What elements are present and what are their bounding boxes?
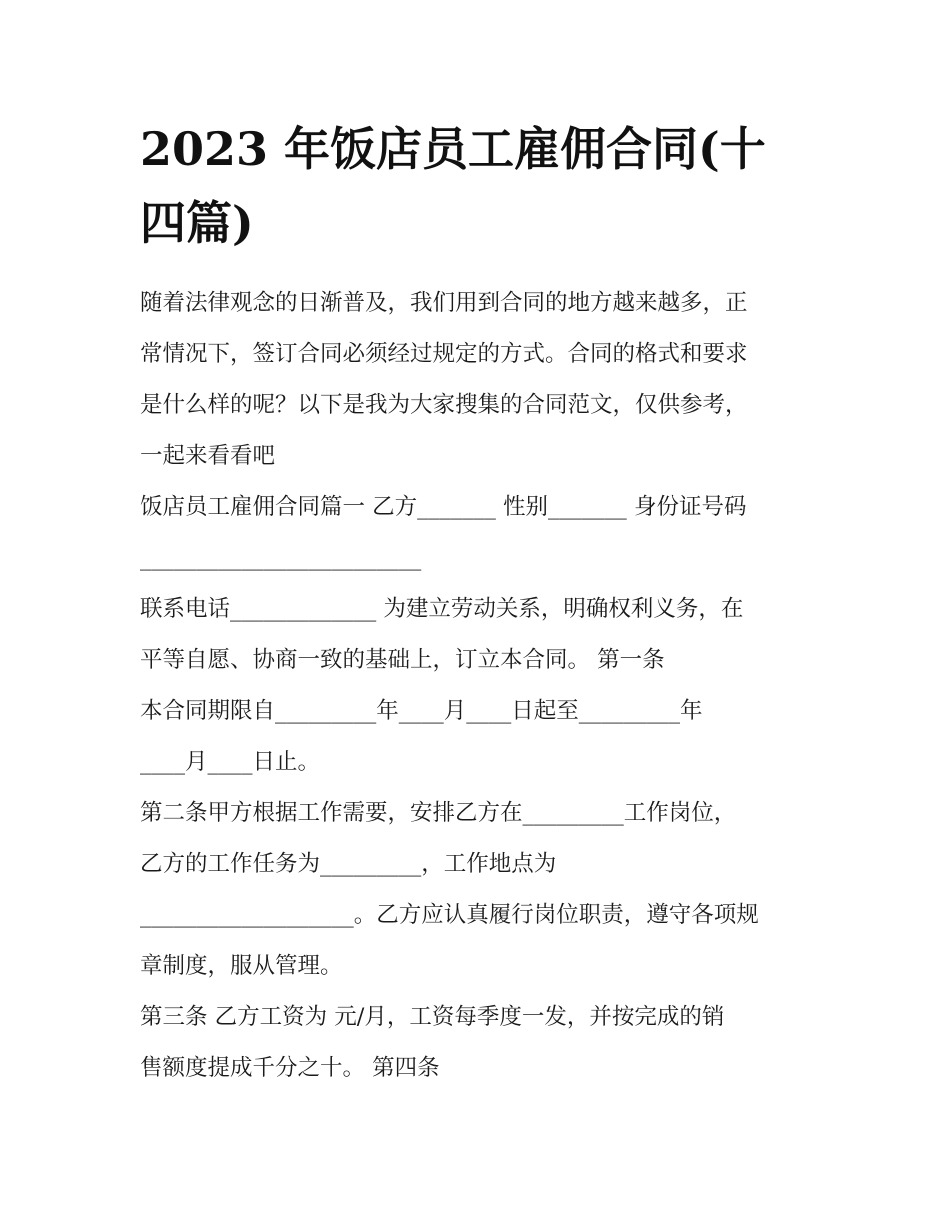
clause-line-6: ____月____日止。: [140, 749, 321, 775]
clause-line-2: _________________________: [140, 545, 422, 571]
intro-line-4: 一起来看看吧: [140, 443, 276, 469]
document-title: [140, 112, 812, 260]
title-line-1: 2023 年饭店员工雇佣合同(十: [140, 122, 766, 176]
clause-line-10: 章制度，服从管理。: [140, 953, 343, 979]
clause-line-7: 第二条甲方根据工作需要，安排乙方在_________工作岗位，: [140, 800, 737, 826]
clause-line-1: 饭店员工雇佣合同篇一 乙方_______ 性别_______ 身份证号码: [140, 494, 747, 520]
clause-line-4: 平等自愿、协商一致的基础上，订立本合同。 第一条: [140, 647, 665, 673]
clause-line-11: 第三条 乙方工资为 元/月，工资每季度一发，并按完成的销: [140, 1004, 725, 1030]
clause-line-8: 乙方的工作任务为_________，工作地点为: [140, 851, 557, 877]
contract-clauses: [140, 482, 812, 1094]
clause-line-3: 联系电话_____________ 为建立劳动关系，明确权利义务，在: [140, 596, 744, 622]
clause-line-9: ___________________。乙方应认真履行岗位职责，遵守各项规: [140, 902, 759, 928]
intro-line-3: 是什么样的呢？以下是我为大家搜集的合同范文，仅供参考，: [140, 392, 748, 418]
intro-paragraph: [140, 278, 812, 482]
document-body: [140, 278, 812, 1094]
intro-line-2: 常情况下，签订合同必须经过规定的方式。合同的格式和要求: [140, 341, 748, 367]
title-line-2: 四篇): [140, 196, 254, 250]
clause-line-12: 售额度提成千分之十。 第四条: [140, 1055, 440, 1081]
clause-line-5: 本合同期限自_________年____月____日起至_________年: [140, 698, 703, 724]
intro-line-1: 随着法律观念的日渐普及，我们用到合同的地方越来越多，正: [140, 290, 748, 316]
